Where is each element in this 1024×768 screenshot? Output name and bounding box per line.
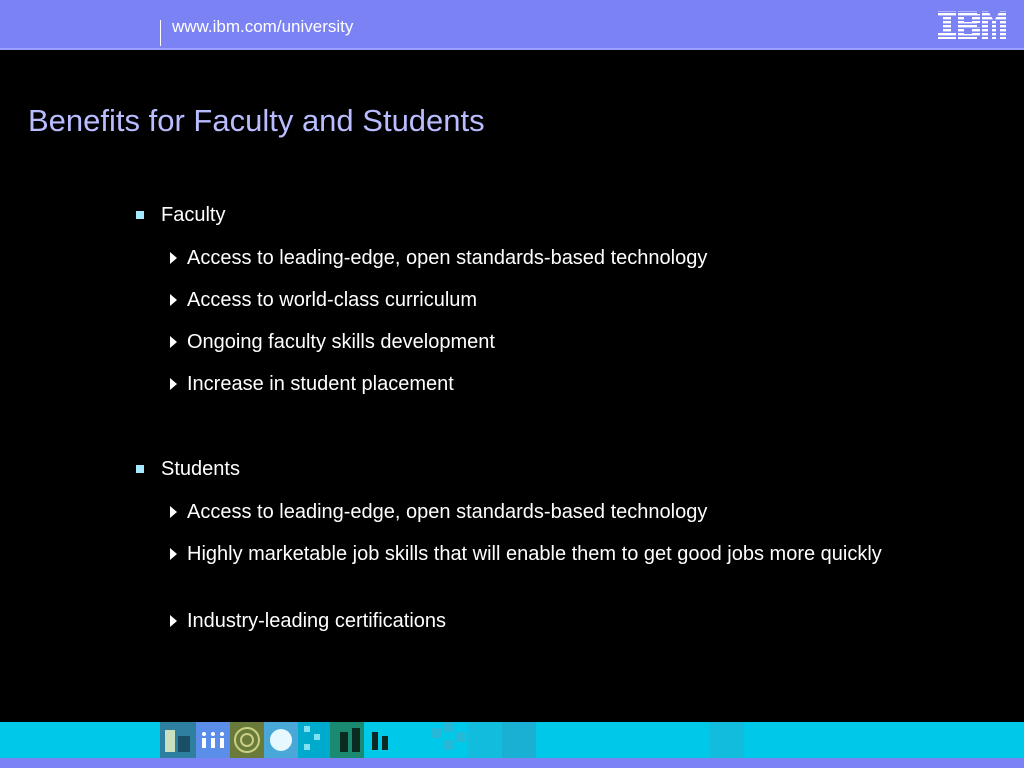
- bullet-triangle-icon: [170, 378, 177, 390]
- bullet-triangle-icon: [170, 506, 177, 518]
- list-item: Industry-leading certifications: [187, 610, 447, 632]
- list-item: Access to leading-edge, open standards-based technology: [187, 501, 708, 523]
- bullet-triangle-icon: [170, 252, 177, 264]
- list-item: Highly marketable job skills that will enable them to get good jobs more quickly: [187, 543, 882, 565]
- bullet-triangle-icon: [170, 336, 177, 348]
- bullet-square-icon: [136, 465, 144, 473]
- footer-square-decor: [502, 722, 536, 758]
- bullet-triangle-icon: [170, 615, 177, 627]
- list-item: Increase in student placement: [187, 373, 454, 395]
- footer-bar: [0, 722, 1024, 768]
- list-item: Access to leading-edge, open standards-based technology: [187, 247, 708, 269]
- bullet-triangle-icon: [170, 294, 177, 306]
- bullet-square-icon: [136, 211, 144, 219]
- footer-square-decor: [710, 722, 744, 758]
- list-item: Ongoing faculty skills development: [187, 331, 495, 353]
- slide-title: Benefits for Faculty and Students: [28, 103, 485, 138]
- header-url[interactable]: www.ibm.com/university: [172, 17, 354, 36]
- footer-image-strip: [0, 722, 1024, 758]
- section-label-faculty: Faculty: [161, 204, 226, 226]
- section-label-students: Students: [161, 458, 240, 480]
- footer-square-decor: [432, 728, 442, 738]
- list-item: Access to world-class curriculum: [187, 289, 478, 311]
- footer-silhouette-tile: [364, 722, 398, 758]
- footer-line: [0, 758, 1024, 768]
- footer-square-decor: [468, 722, 502, 758]
- bullet-triangle-icon: [170, 548, 177, 560]
